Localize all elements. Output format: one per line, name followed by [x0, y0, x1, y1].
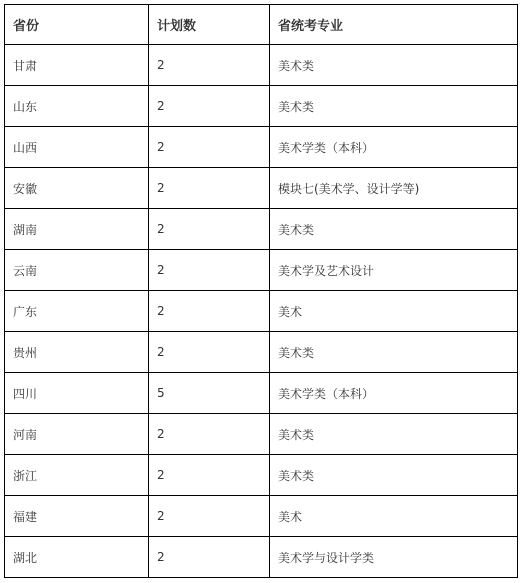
header-exam-major: 省统考专业: [270, 5, 518, 45]
cell-province: 湖南: [5, 209, 149, 250]
cell-plan-count: 5: [149, 373, 270, 414]
cell-province: 安徽: [5, 168, 149, 209]
cell-plan-count: 2: [149, 332, 270, 373]
cell-exam-major: 美术类: [270, 414, 518, 455]
cell-exam-major: 美术: [270, 496, 518, 537]
table-row: [5, 127, 518, 168]
cell-province: 山东: [5, 86, 149, 127]
table-row: [5, 537, 518, 578]
cell-province: 河南: [5, 414, 149, 455]
cell-exam-major: 美术学与设计学类: [270, 537, 518, 578]
cell-plan-count: 2: [149, 537, 270, 578]
cell-plan-count: 2: [149, 496, 270, 537]
cell-plan-count: 2: [149, 250, 270, 291]
table-row: [5, 250, 518, 291]
table-header-row: [5, 5, 518, 45]
table-row: [5, 414, 518, 455]
cell-province: 贵州: [5, 332, 149, 373]
cell-plan-count: 2: [149, 86, 270, 127]
cell-plan-count: 2: [149, 209, 270, 250]
table-row: [5, 455, 518, 496]
header-plan-count: 计划数: [149, 5, 270, 45]
cell-exam-major: 美术类: [270, 455, 518, 496]
cell-exam-major: 美术: [270, 291, 518, 332]
cell-exam-major: 美术类: [270, 45, 518, 86]
cell-province: 湖北: [5, 537, 149, 578]
cell-exam-major: 美术类: [270, 332, 518, 373]
table-row: [5, 291, 518, 332]
table-row: [5, 168, 518, 209]
table-row: [5, 45, 518, 86]
cell-exam-major: 美术学及艺术设计: [270, 250, 518, 291]
table-row: [5, 86, 518, 127]
admission-plan-table-container: [4, 4, 517, 578]
table-row: [5, 496, 518, 537]
cell-plan-count: 2: [149, 455, 270, 496]
cell-plan-count: 2: [149, 168, 270, 209]
cell-exam-major: 美术学类（本科）: [270, 127, 518, 168]
admission-plan-table: [4, 4, 518, 578]
header-province: 省份: [5, 5, 149, 45]
cell-exam-major: 模块七(美术学、设计学等): [270, 168, 518, 209]
cell-province: 福建: [5, 496, 149, 537]
cell-plan-count: 2: [149, 414, 270, 455]
table-row: [5, 373, 518, 414]
cell-province: 浙江: [5, 455, 149, 496]
cell-province: 甘肃: [5, 45, 149, 86]
cell-plan-count: 2: [149, 45, 270, 86]
cell-plan-count: 2: [149, 291, 270, 332]
cell-exam-major: 美术学类（本科）: [270, 373, 518, 414]
cell-exam-major: 美术类: [270, 86, 518, 127]
cell-province: 云南: [5, 250, 149, 291]
cell-exam-major: 美术类: [270, 209, 518, 250]
table-row: [5, 209, 518, 250]
cell-province: 四川: [5, 373, 149, 414]
cell-province: 山西: [5, 127, 149, 168]
cell-plan-count: 2: [149, 127, 270, 168]
table-row: [5, 332, 518, 373]
cell-province: 广东: [5, 291, 149, 332]
